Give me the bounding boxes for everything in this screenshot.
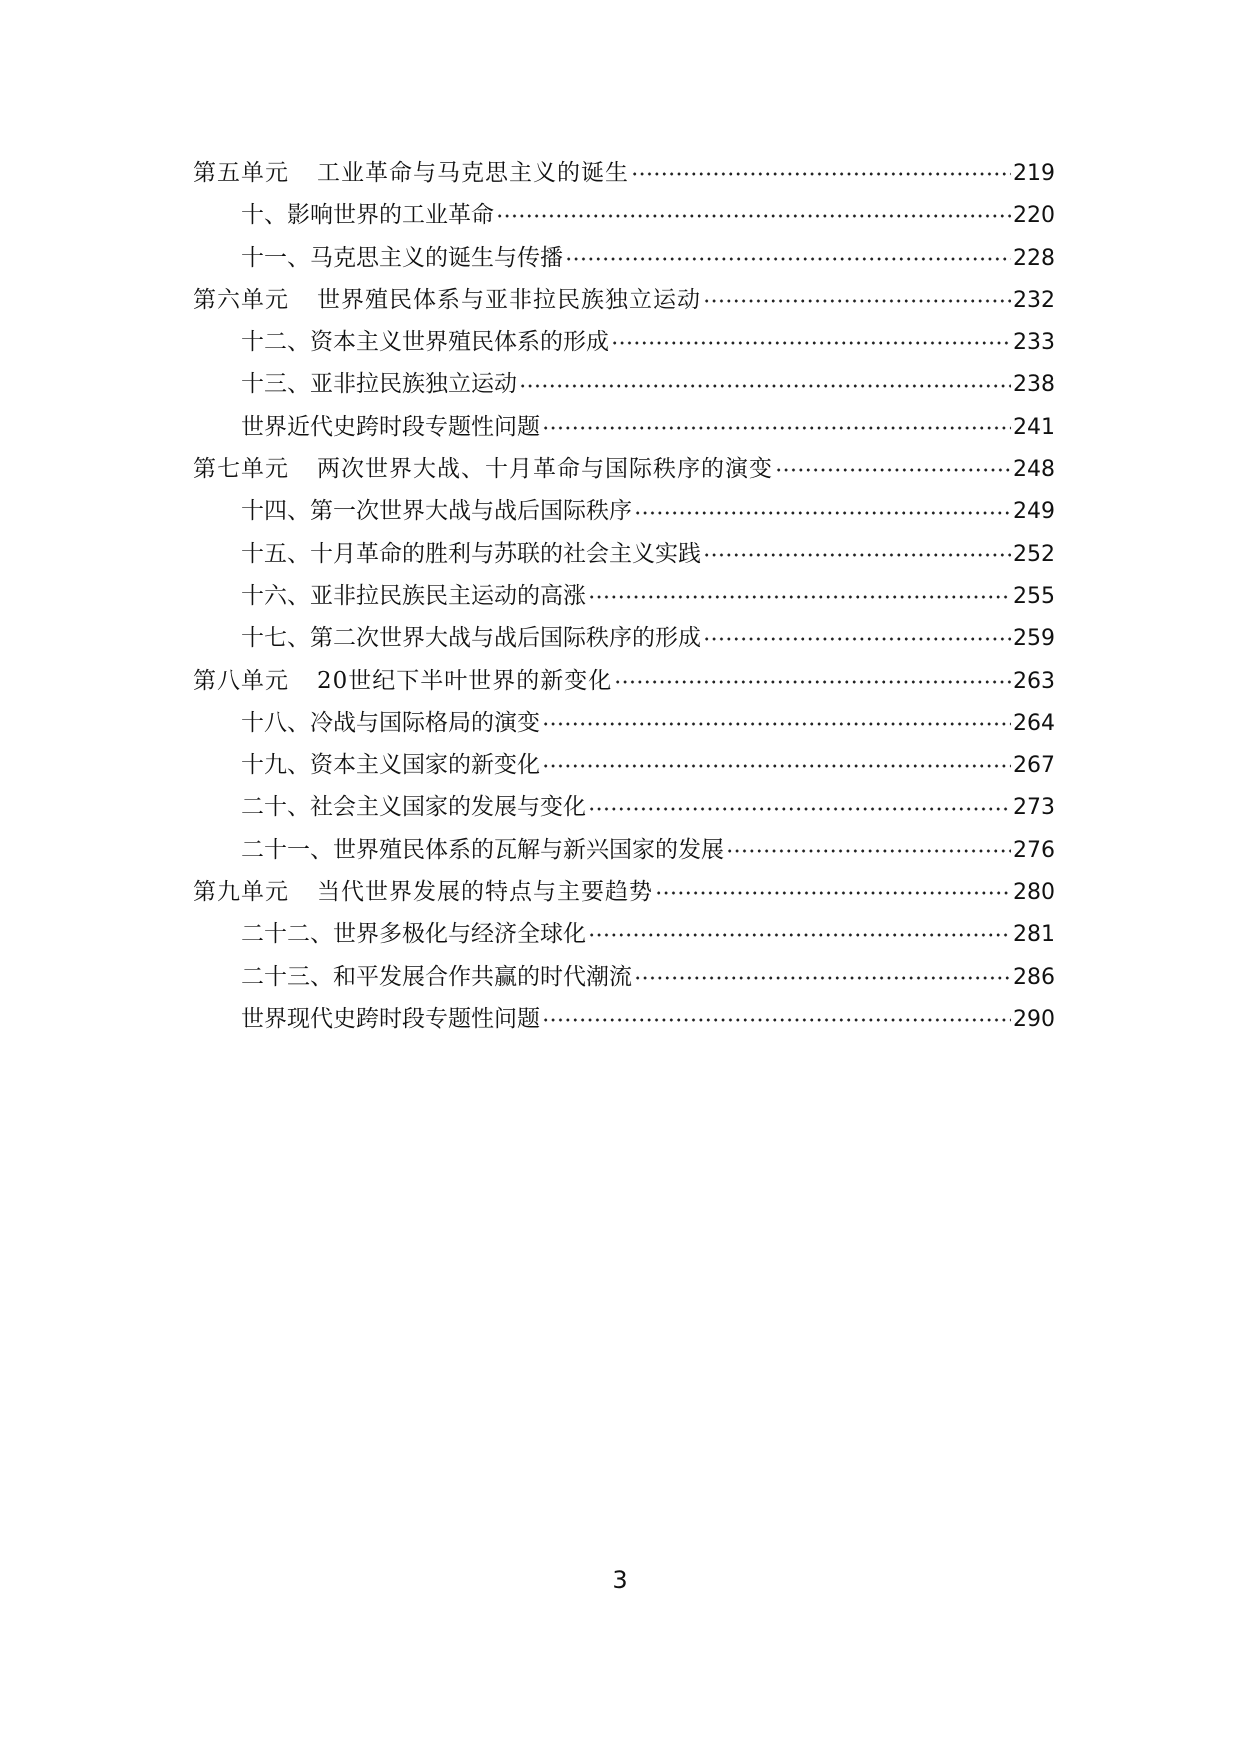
- toc-title: 20世纪下半叶世界的新变化: [317, 667, 613, 694]
- toc-page-number: 290: [1013, 1006, 1055, 1032]
- toc-title: 十五、十月革命的胜利与苏联的社会主义实践: [241, 540, 701, 567]
- dot-leader: [519, 383, 1011, 389]
- toc-page-number: 264: [1013, 710, 1055, 736]
- toc-entry-11[interactable]: [193, 237, 1055, 279]
- toc-title: 十七、第二次世界大战与战后国际秩序的形成: [241, 625, 701, 652]
- toc-entry-contemporary-topics[interactable]: [193, 998, 1055, 1040]
- dot-leader: [496, 213, 1011, 219]
- toc-title: 二十一、世界殖民体系的瓦解与新兴国家的发展: [241, 836, 724, 863]
- toc-title: 十二、资本主义世界殖民体系的形成: [241, 329, 609, 356]
- toc-entry-20[interactable]: [193, 786, 1055, 828]
- dot-leader: [542, 721, 1011, 727]
- toc-title: 世界近代史跨时段专题性问题: [241, 413, 540, 440]
- toc-unit-7[interactable]: [193, 448, 1055, 490]
- page-number: 3: [612, 1566, 628, 1594]
- dot-leader: [542, 425, 1011, 431]
- toc-unit-6[interactable]: [193, 279, 1055, 321]
- toc-page-number: 241: [1013, 414, 1055, 440]
- toc-entry-10[interactable]: [193, 194, 1055, 236]
- unit-label: 第五单元: [193, 160, 289, 186]
- toc-entry-13[interactable]: [193, 363, 1055, 405]
- dot-leader: [775, 467, 1011, 473]
- toc-page-number: 220: [1013, 203, 1055, 229]
- toc-page-number: 219: [1013, 161, 1055, 186]
- toc-page-number: 233: [1013, 330, 1055, 356]
- toc-title: 工业革命与马克思主义的诞生: [317, 160, 629, 186]
- unit-label: 第九单元: [193, 879, 289, 906]
- toc-title: 世界现代史跨时段专题性问题: [241, 1005, 540, 1032]
- dot-leader: [634, 975, 1011, 981]
- toc-title: 两次世界大战、十月革命与国际秩序的演变: [317, 456, 773, 483]
- toc-entry-19[interactable]: [193, 744, 1055, 786]
- toc-title: 二十二、世界多极化与经济全球化: [241, 921, 586, 948]
- toc-page-number: 273: [1013, 795, 1055, 821]
- toc-page-number: 280: [1013, 880, 1055, 906]
- dot-leader: [726, 848, 1011, 854]
- dot-leader: [588, 932, 1011, 938]
- toc-entry-14[interactable]: [193, 490, 1055, 532]
- dot-leader: [588, 806, 1011, 812]
- dot-leader: [588, 594, 1011, 600]
- toc-title: 十八、冷战与国际格局的演变: [241, 709, 540, 736]
- toc-title: 十、影响世界的工业革命: [241, 202, 494, 229]
- toc-page-number: 255: [1013, 583, 1055, 609]
- dot-leader: [703, 552, 1011, 558]
- toc-page-number: 263: [1013, 668, 1055, 694]
- toc-title: 二十、社会主义国家的发展与变化: [241, 794, 586, 821]
- toc-entry-modern-topics[interactable]: [193, 406, 1055, 448]
- toc-title: 十一、马克思主义的诞生与传播: [241, 244, 563, 271]
- toc-page-number: 238: [1013, 372, 1055, 398]
- dot-leader: [542, 763, 1011, 769]
- dot-leader: [611, 340, 1011, 346]
- toc-title: 十九、资本主义国家的新变化: [241, 752, 540, 779]
- dot-leader: [634, 510, 1011, 516]
- toc-page-number: 276: [1013, 837, 1055, 863]
- toc-entry-18[interactable]: [193, 702, 1055, 744]
- toc-entry-21[interactable]: [193, 829, 1055, 871]
- toc-page-number: 286: [1013, 964, 1055, 990]
- toc-page-number: 249: [1013, 499, 1055, 525]
- dot-leader: [655, 890, 1011, 896]
- dot-leader: [542, 1017, 1011, 1023]
- toc-title: 世界殖民体系与亚非拉民族独立运动: [317, 286, 701, 313]
- toc-unit-5[interactable]: [193, 152, 1055, 194]
- dot-leader: [631, 171, 1011, 177]
- toc-title: 二十三、和平发展合作共赢的时代潮流: [241, 963, 632, 990]
- toc-unit-9[interactable]: [193, 871, 1055, 913]
- toc-page-number: 228: [1013, 245, 1055, 271]
- toc-entry-17[interactable]: [193, 617, 1055, 659]
- dot-leader: [703, 636, 1011, 642]
- toc-page-number: 267: [1013, 753, 1055, 779]
- unit-label: 第六单元: [193, 286, 289, 313]
- toc-entry-16[interactable]: [193, 575, 1055, 617]
- dot-leader: [565, 256, 1011, 262]
- dot-leader: [703, 298, 1011, 304]
- unit-label: 第七单元: [193, 456, 289, 483]
- table-of-contents: [193, 152, 1055, 1040]
- dot-leader: [614, 679, 1011, 685]
- toc-title: 十三、亚非拉民族独立运动: [241, 371, 517, 398]
- toc-page-number: 232: [1013, 287, 1055, 313]
- toc-unit-8[interactable]: [193, 660, 1055, 702]
- toc-entry-15[interactable]: [193, 533, 1055, 575]
- toc-title: 十六、亚非拉民族民主运动的高涨: [241, 582, 586, 609]
- toc-entry-12[interactable]: [193, 321, 1055, 363]
- toc-title: 当代世界发展的特点与主要趋势: [317, 879, 653, 906]
- unit-label: 第八单元: [193, 667, 289, 694]
- toc-page-number: 259: [1013, 626, 1055, 652]
- toc-title: 十四、第一次世界大战与战后国际秩序: [241, 498, 632, 525]
- toc-page-number: 281: [1013, 922, 1055, 948]
- toc-page-number: 248: [1013, 457, 1055, 483]
- toc-page-number: 252: [1013, 541, 1055, 567]
- toc-entry-22[interactable]: [193, 913, 1055, 955]
- toc-entry-23[interactable]: [193, 956, 1055, 998]
